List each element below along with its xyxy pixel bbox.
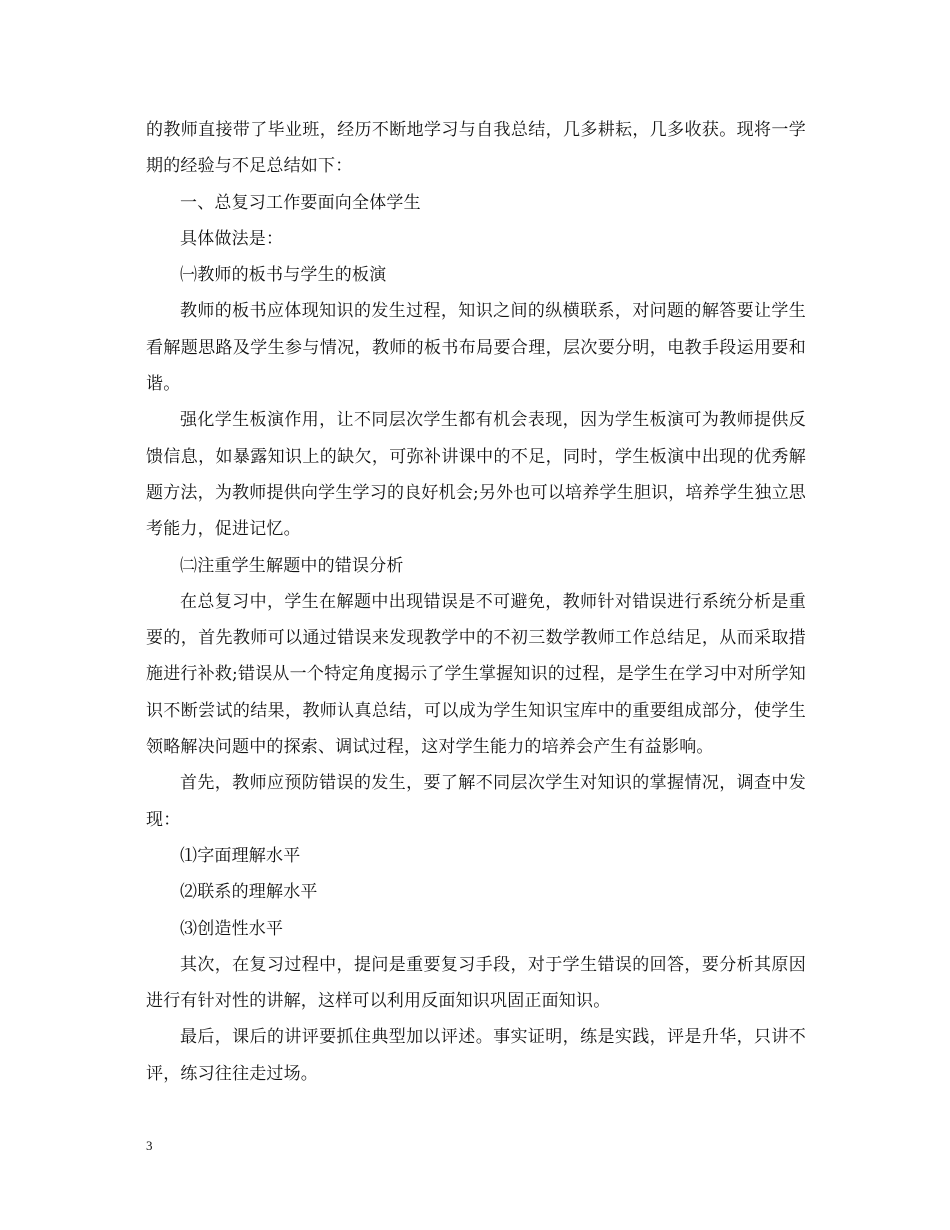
- paragraph: 最后，课后的讲评要抓住典型加以评述。事实证明，练是实践，评是升华，只讲不评，练习往往走过场。: [146, 1027, 806, 1084]
- document-body: [146, 112, 806, 1092]
- paragraph: 首先，教师应预防错误的发生，要了解不同层次学生对知识的掌握情况，调查中发现：: [146, 773, 806, 830]
- paragraph: 具体做法是：: [180, 228, 284, 249]
- list-item: ⑶创造性水平: [180, 918, 284, 939]
- paragraph: 的教师直接带了毕业班，经历不断地学习与自我总结，几多耕耘，几多收获。现将一学期的经验与不足总结如下：: [146, 120, 806, 177]
- list-item: ⑵联系的理解水平: [180, 882, 318, 903]
- list-item: ⑴字面理解水平: [180, 845, 301, 866]
- paragraph: 教师的板书应体现知识的发生过程，知识之间的纵横联系，对问题的解答要让学生看解题思路及学生参与情况，教师的板书布局要合理，层次要分明，电教手段运用要和谐。: [146, 301, 806, 395]
- section-heading: 一、总复习工作要面向全体学生: [180, 192, 421, 213]
- subsection-heading: ㈠教师的板书与学生的板演: [180, 265, 387, 286]
- paragraph: 其次，在复习过程中，提问是重要复习手段，对于学生错误的回答，要分析其原因进行有针对性的讲解，这样可以利用反面知识巩固正面知识。: [146, 954, 806, 1012]
- paragraph: 强化学生板演作用，让不同层次学生都有机会表现，因为学生板演可为教师提供反馈信息，如暴露知识上的缺欠，可弥补讲课中的不足，同时，学生板演中出现的优秀解题方法，为教师提供向学生学习的良好机会;另外也可以培养学生胆识，培养学生独立思考能力，促进记忆。: [146, 410, 806, 540]
- subsection-heading: ㈡注重学生解题中的错误分析: [180, 555, 404, 576]
- page-number: 3: [146, 1138, 153, 1153]
- paragraph: 在总复习中，学生在解题中出现错误是不可避免，教师针对错误进行系统分析是重要的，首先教师可以通过错误来发现教学中的不初三数学教师工作总结足，从而采取措施进行补救;错误从一个特定角度揭示了学生掌握知识的过程，是学生在学习中对所学知识不断尝试的结果，教师认真总结，可以成为学生知识宝库中的重要组成部分，使学生领略解决问题中的探索、调试过程，这对学生能力的培养会产生有益影响。: [146, 591, 806, 758]
